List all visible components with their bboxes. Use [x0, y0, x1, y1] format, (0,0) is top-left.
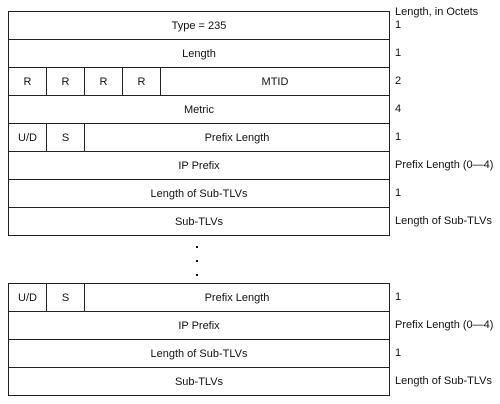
length-length-of-sub-tlvs: 1	[395, 187, 402, 199]
row-prefix-length	[9, 123, 389, 151]
flag-ud: U/D	[9, 284, 47, 311]
field-length-of-sub-tlvs: Length of Sub-TLVs	[150, 347, 248, 360]
row-type	[9, 11, 389, 39]
length-ip-prefix: Prefix Length (0—4)	[395, 159, 494, 171]
length-ip-prefix: Prefix Length (0—4)	[395, 319, 494, 331]
field-sub-tlvs: Sub-TLVs	[174, 215, 224, 228]
row-ip-prefix	[9, 151, 389, 179]
flag-r-4: R	[123, 68, 161, 95]
flag-s: S	[47, 124, 85, 151]
flag-ud: U/D	[9, 124, 47, 151]
row-prefix-length	[9, 283, 389, 311]
row-metric	[9, 95, 389, 123]
length-sub-tlvs: Length of Sub-TLVs	[395, 375, 493, 387]
row-length-of-sub-tlvs	[9, 179, 389, 207]
row-sub-tlvs	[9, 367, 389, 396]
field-sub-tlvs: Sub-TLVs	[174, 375, 224, 388]
field-metric: Metric	[184, 103, 214, 116]
flag-s: S	[47, 284, 85, 311]
field-mtid: MTID	[261, 75, 289, 88]
tlv-block-2	[8, 283, 390, 396]
length-type: 1	[395, 19, 402, 31]
field-length-of-sub-tlvs: Length of Sub-TLVs	[150, 187, 248, 200]
length-column-header: Length, in Octets	[395, 6, 479, 18]
length-length-of-sub-tlvs: 1	[395, 347, 402, 359]
ellipsis-dot	[196, 246, 198, 248]
row-length-of-sub-tlvs	[9, 339, 389, 367]
flag-r-2: R	[47, 68, 85, 95]
length-prefix-length: 1	[395, 131, 402, 143]
row-ip-prefix	[9, 311, 389, 339]
field-type: Type = 235	[171, 19, 227, 32]
length-length: 1	[395, 47, 402, 59]
field-ip-prefix: IP Prefix	[178, 319, 220, 332]
field-prefix-length: Prefix Length	[204, 291, 270, 304]
length-sub-tlvs: Length of Sub-TLVs	[395, 215, 493, 227]
row-mtid	[9, 67, 389, 95]
field-ip-prefix: IP Prefix	[178, 159, 220, 172]
length-mtid: 2	[395, 75, 402, 87]
continuation-ellipsis	[192, 246, 202, 276]
flag-r-1: R	[9, 68, 47, 95]
tlv-block-1	[8, 11, 390, 236]
flag-r-3: R	[85, 68, 123, 95]
ellipsis-dot	[196, 274, 198, 276]
field-length: Length	[182, 47, 216, 60]
field-prefix-length: Prefix Length	[204, 131, 270, 144]
length-prefix-length: 1	[395, 291, 402, 303]
row-sub-tlvs	[9, 207, 389, 236]
row-length	[9, 39, 389, 67]
ellipsis-dot	[196, 260, 198, 262]
length-metric: 4	[395, 103, 402, 115]
